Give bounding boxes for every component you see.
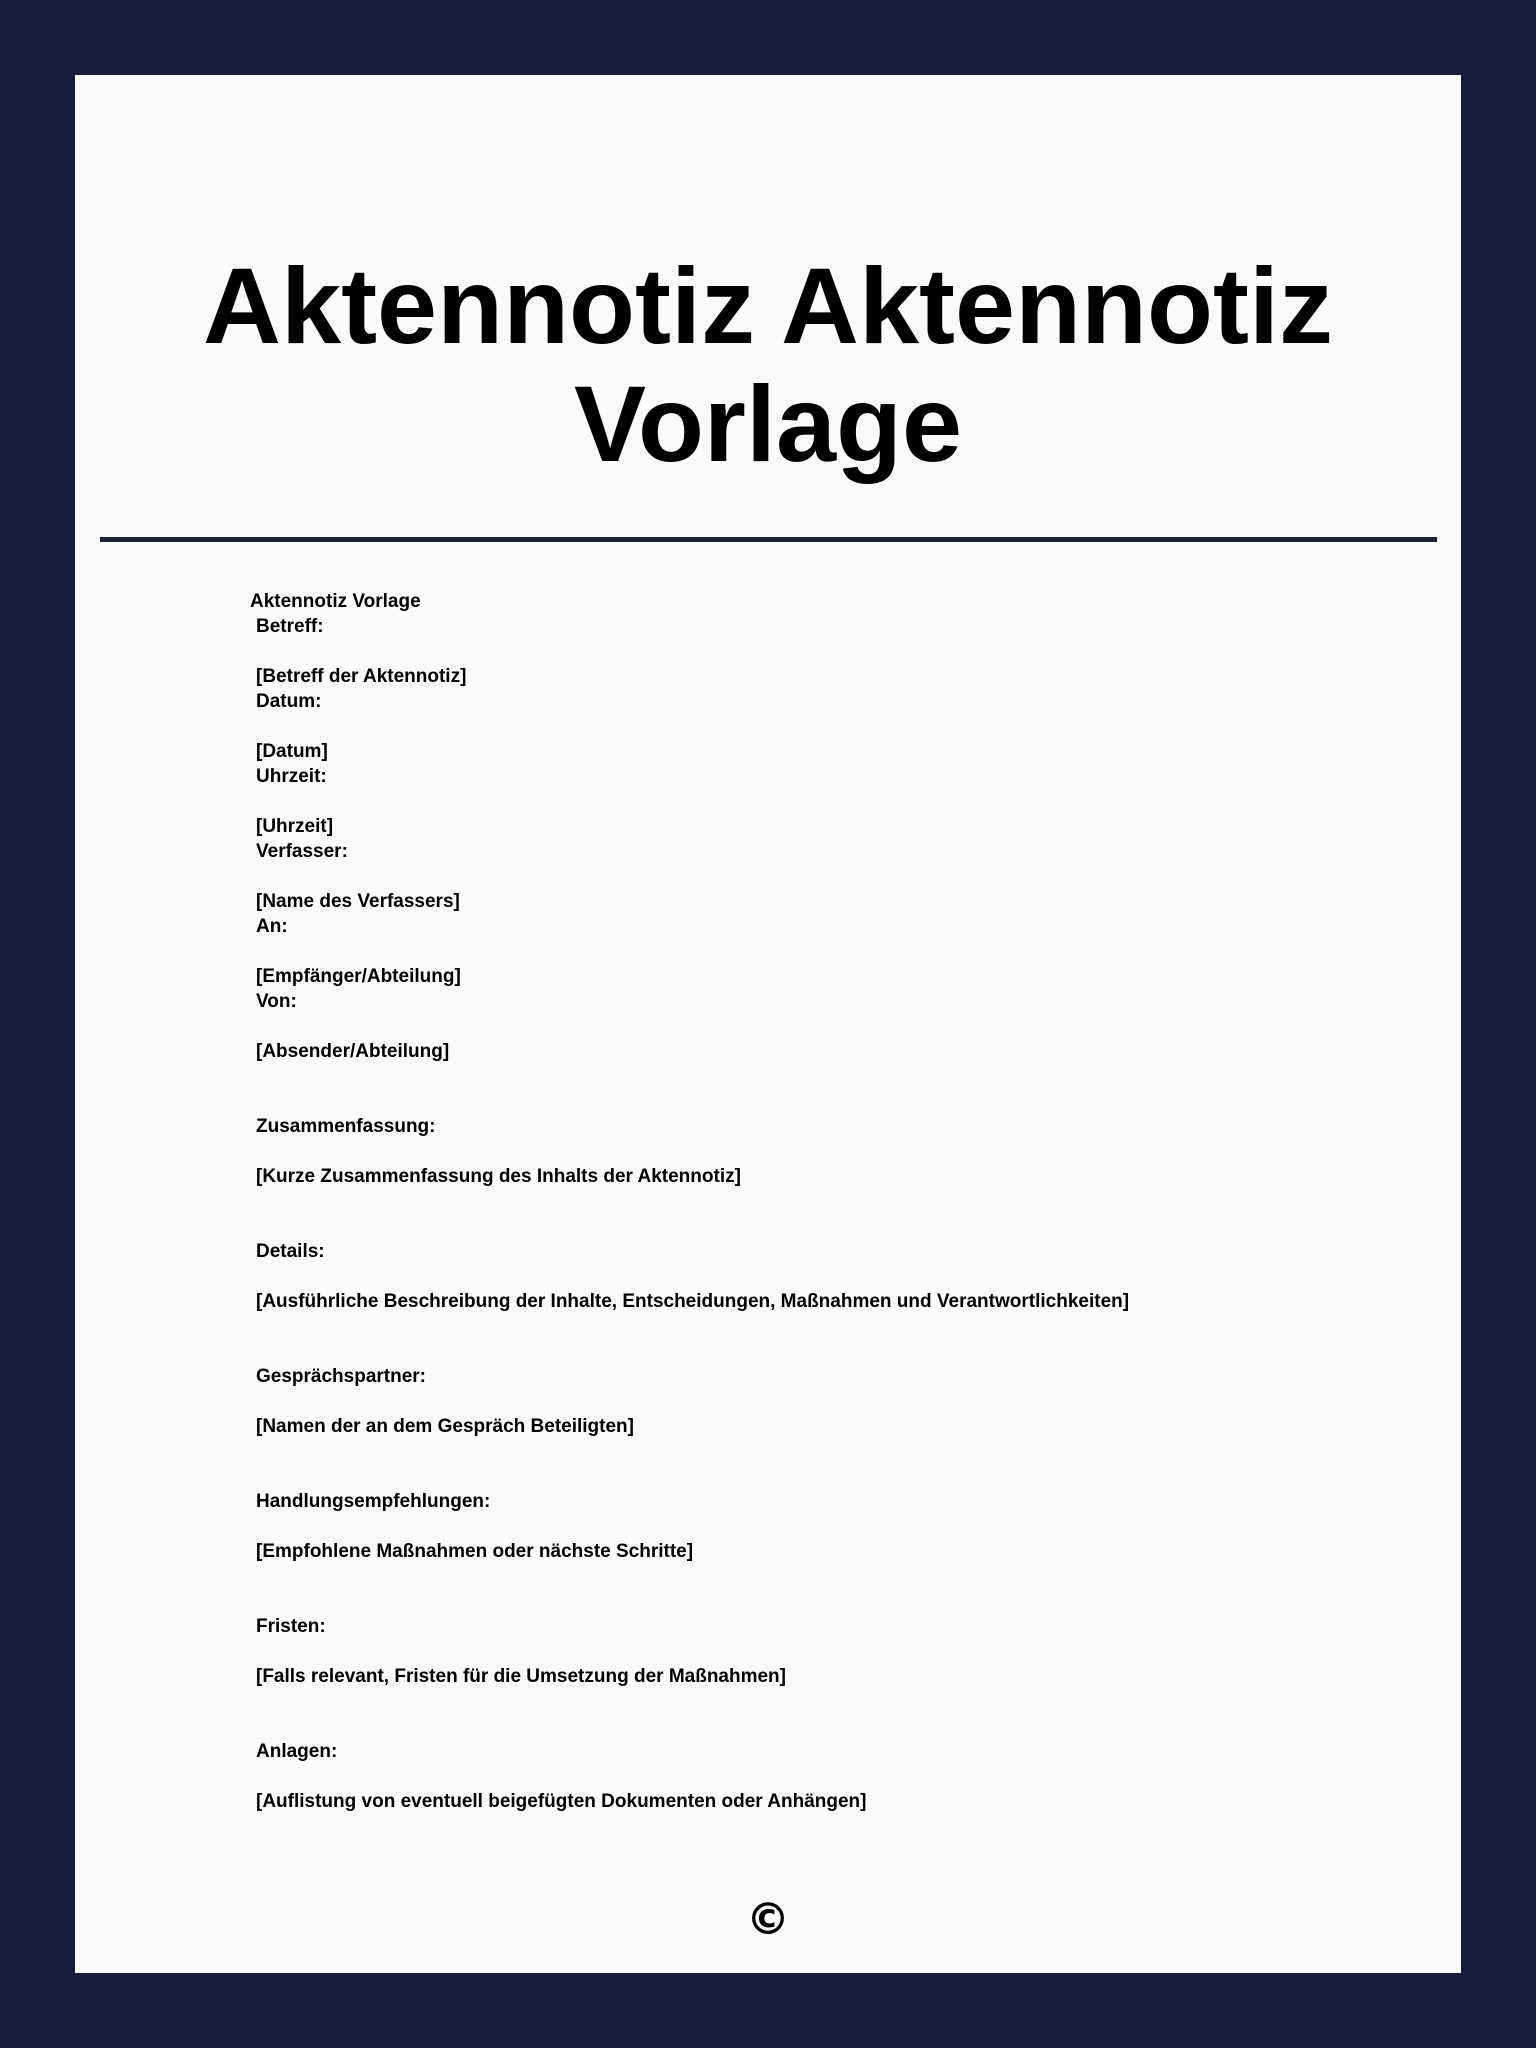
field-label: Datum: [256,691,322,712]
title-divider [100,537,1437,542]
section-label: Gesprächspartner: [256,1366,427,1387]
field-value: [Uhrzeit] [256,816,334,837]
field-value: [Absender/Abteilung] [256,1041,450,1062]
section-value: [Falls relevant, Fristen für die Umsetzung der Maßnahmen] [256,1666,786,1687]
copyright-icon: © [746,1894,790,1945]
section-fristen [250,1614,1400,1689]
field-betreff [250,614,1400,689]
section-handlungsempfehlungen [250,1489,1400,1564]
section-label: Handlungsempfehlungen: [256,1491,491,1512]
section-label: Fristen: [256,1616,326,1637]
field-value: [Empfänger/Abteilung] [256,966,461,987]
document-title: Aktennotiz Aktennotiz Vorlage [203,245,1333,484]
document-page [75,75,1461,1973]
field-label: Betreff: [256,616,324,637]
memo-heading: Aktennotiz Vorlage [250,591,421,612]
field-verfasser [250,839,1400,914]
field-label: Verfasser: [256,841,348,862]
section-value: [Ausführliche Beschreibung der Inhalte, Entscheidungen, Maßnahmen und Verantwortlichkeiten] [256,1291,1130,1312]
field-datum [250,689,1400,764]
document-content [250,589,1400,1814]
section-anlagen [250,1739,1400,1814]
section-label: Zusammenfassung: [256,1116,436,1137]
field-value: [Datum] [256,741,328,762]
field-uhrzeit [250,764,1400,839]
section-value: [Empfohlene Maßnahmen oder nächste Schritte] [256,1541,694,1562]
field-label: An: [256,916,288,937]
section-value: [Namen der an dem Gespräch Beteiligten] [256,1416,634,1437]
section-label: Anlagen: [256,1741,338,1762]
section-gespraechspartner [250,1364,1400,1439]
section-details [250,1239,1400,1314]
field-label: Von: [256,991,297,1012]
field-value: [Betreff der Aktennotiz] [256,666,467,687]
field-label: Uhrzeit: [256,766,327,787]
field-von [250,989,1400,1064]
section-zusammenfassung [250,1114,1400,1189]
field-an [250,914,1400,989]
field-value: [Name des Verfassers] [256,891,460,912]
section-value: [Auflistung von eventuell beigefügten Dokumenten oder Anhängen] [256,1791,867,1812]
section-value: [Kurze Zusammenfassung des Inhalts der Aktennotiz] [256,1166,741,1187]
section-label: Details: [256,1241,325,1262]
